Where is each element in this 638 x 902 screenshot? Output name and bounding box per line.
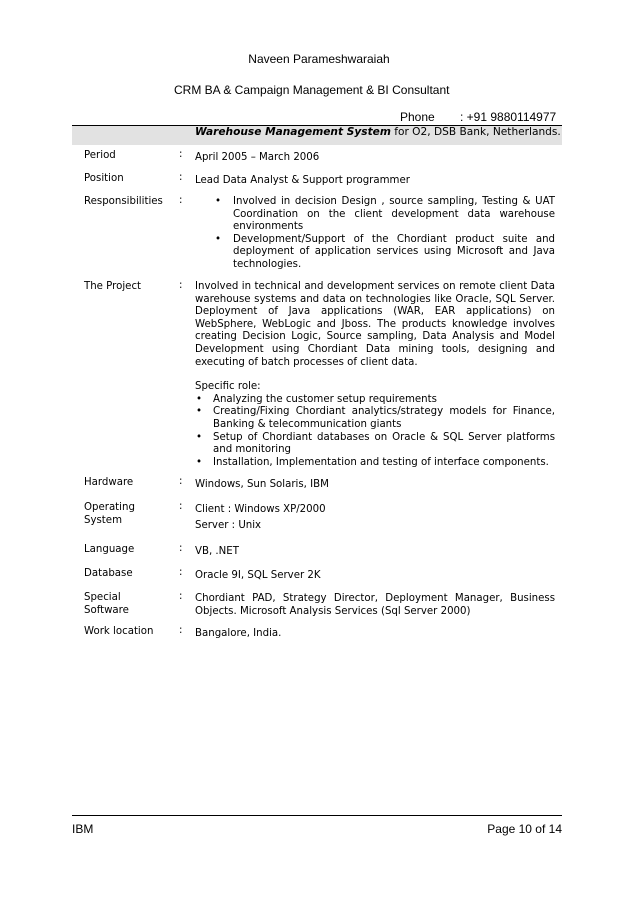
responsibilities-label: Responsibilities — [84, 196, 163, 207]
project-title — [195, 126, 561, 138]
period-value: April 2005 – March 2006 — [195, 152, 320, 163]
list-item: • Setup of Chordiant databases on Oracle & SQL Server platforms and monitoring — [196, 431, 555, 456]
operating-system-label: Operating System — [84, 502, 135, 526]
footer-rule — [72, 815, 562, 816]
database-label: Database — [84, 568, 133, 579]
period-colon: : — [179, 149, 183, 160]
project-name: Warehouse Management System — [195, 126, 391, 138]
phone-number: : +91 9880114977 — [460, 110, 557, 124]
page-number: Page 10 of 14 — [487, 822, 562, 836]
hardware-value: Windows, Sun Solaris, IBM — [195, 479, 329, 490]
work-location-value: Bangalore, India. — [195, 628, 282, 639]
list-item: • Analyzing the customer setup requirements — [196, 393, 437, 405]
work-location-colon: : — [179, 625, 183, 636]
project-client: for O2, DSB Bank, Netherlands. — [390, 126, 561, 138]
the-project-label: The Project — [84, 281, 142, 292]
hardware-label: Hardware — [84, 477, 134, 488]
position-colon: : — [179, 172, 183, 183]
list-item: • Development/Support of the Chordiant product suite and deployment of application services using Microsoft and Java technologies. — [215, 233, 555, 270]
special-software-label: Special Software — [84, 592, 129, 616]
bullet-icon: • — [215, 196, 222, 207]
operating-system-value: Client : Windows XP/2000 Server : Unix — [195, 504, 326, 531]
database-colon: : — [179, 567, 183, 578]
project-description: Involved in technical and development services on remote client Data warehouse systems and data on technologies like Oracle, SQL Server. Deployment of Java applications (WAR, EAR applications) on WebSphere, WebLogic and Jboss. The products knowledge involves creating Decision Logic, Source sampling, Data Analysis and Model Development using Chordiant Data mining tools, designing and executing of batch processes of client data. — [195, 281, 555, 368]
author-title: CRM BA & Campaign Management & BI Consultant — [174, 83, 450, 97]
bullet-icon: • — [196, 393, 203, 405]
specific-role-label: Specific role: — [195, 381, 261, 393]
hardware-colon: : — [179, 476, 183, 487]
bullet-icon: • — [196, 456, 203, 468]
list-item: • Involved in decision Design , source sampling, Testing & UAT Coordination on the client development data warehouse environments — [215, 196, 555, 233]
author-name: Naveen Parameshwaraiah — [248, 52, 390, 66]
special-software-colon: : — [179, 591, 183, 602]
period-label: Period — [84, 150, 116, 161]
operating-system-colon: : — [179, 501, 183, 512]
the-project-colon: : — [179, 280, 183, 291]
phone-label: Phone — [400, 110, 435, 124]
bullet-icon: • — [196, 406, 203, 418]
database-value: Oracle 9I, SQL Server 2K — [195, 570, 321, 581]
language-label: Language — [84, 544, 135, 555]
footer-company: IBM — [72, 822, 94, 836]
bullet-icon: • — [196, 431, 203, 443]
list-item: • Creating/Fixing Chordiant analytics/strategy models for Finance, Banking & telecommunication giants — [196, 406, 555, 430]
position-value: Lead Data Analyst & Support programmer — [195, 175, 410, 186]
language-colon: : — [179, 543, 183, 554]
special-software-value: Chordiant PAD, Strategy Director, Deployment Manager, Business Objects. Microsoft Analysis Services (Sql Server 2000) — [195, 593, 555, 617]
bullet-icon: • — [215, 233, 222, 245]
position-label: Position — [84, 173, 124, 184]
responsibilities-colon: : — [179, 195, 183, 206]
language-value: VB, .NET — [195, 546, 239, 557]
the-project-body — [195, 281, 555, 469]
work-location-label: Work location — [84, 626, 154, 637]
responsibilities-list — [195, 196, 555, 272]
list-item: • Installation, Implementation and testing of interface components. — [196, 456, 549, 468]
